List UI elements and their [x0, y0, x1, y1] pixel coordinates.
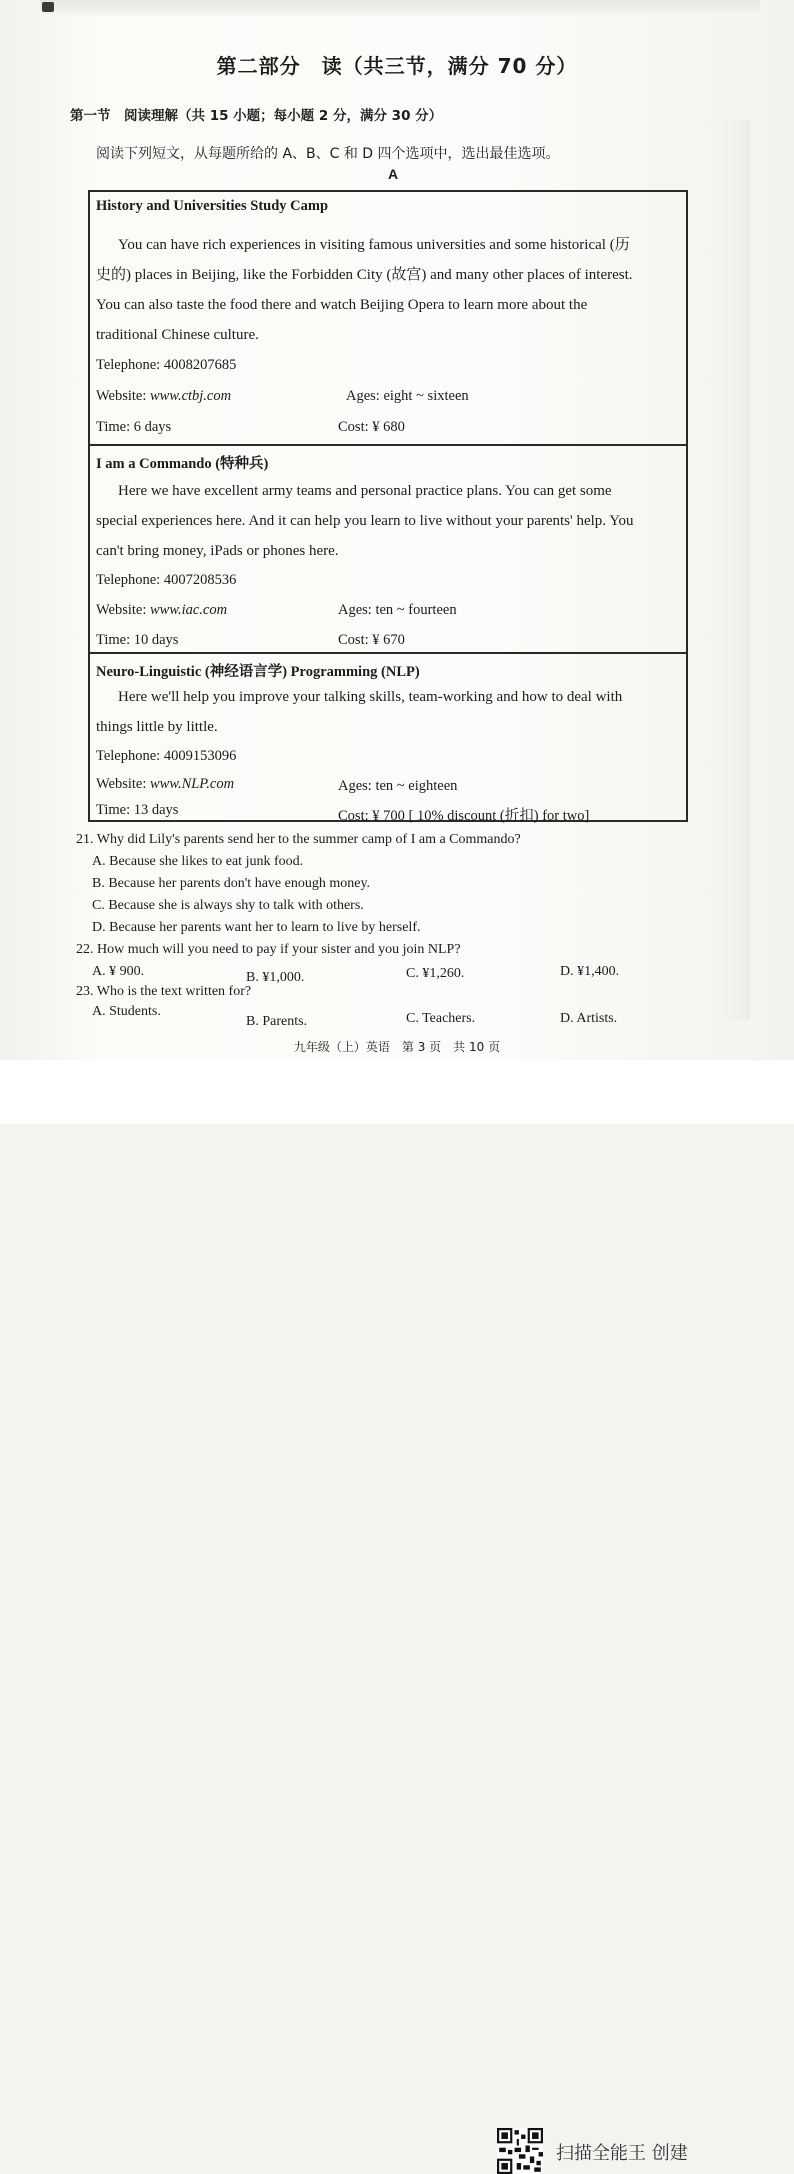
ad-nlp-camp: [90, 652, 686, 824]
option-b: B. Parents.: [246, 1014, 308, 1029]
website-field: Website: www.ctbj.com: [96, 388, 232, 404]
ages-field: Ages: ten ~ fourteen: [338, 602, 457, 618]
ad-line: special experiences here. And it can help you learn to live without your parents' help. You: [96, 513, 634, 529]
ad-line: You can also taste the food there and watch Beijing Opera to learn more about the: [96, 297, 588, 313]
ad-title: I am a Commando (特种兵): [96, 456, 269, 472]
part-title: 第二部分 读（共三节，满分 70 分）: [216, 54, 578, 78]
ages-field: Ages: eight ~ sixteen: [346, 388, 469, 404]
option-c: C. ¥1,260.: [406, 966, 465, 981]
option-a: A. Because she likes to eat junk food.: [92, 854, 304, 869]
ad-line: 史的) places in Beijing, like the Forbidden City (故宫) and many other places of interest.: [96, 267, 633, 283]
ad-description: [96, 682, 676, 742]
website-field: Website: www.iac.com: [96, 602, 228, 618]
option-a: A. Students.: [92, 1004, 161, 1019]
time-field: Time: 6 days: [96, 419, 172, 435]
ages-field: Ages: ten ~ eighteen: [338, 778, 458, 794]
ad-title: History and Universities Study Camp: [96, 198, 329, 214]
section-title: 第一节 阅读理解（共 15 小题；每小题 2 分，满分 30 分）: [70, 108, 443, 124]
ad-description: [96, 230, 676, 350]
ad-description: [96, 476, 676, 566]
ad-line: things little by little.: [96, 719, 218, 735]
question-stem: 22. How much will you need to pay if your sister and you join NLP?: [76, 942, 461, 957]
exam-page: [0, 0, 794, 1060]
option-c: C. Teachers.: [406, 1011, 476, 1026]
ad-title: Neuro-Linguistic (神经语言学) Programming (NLP): [96, 664, 420, 680]
cost-field: Cost: ¥ 680: [338, 419, 405, 435]
top-edge-strip: [40, 0, 760, 16]
option-b: B. Because her parents don't have enough money.: [92, 876, 371, 891]
instructions: 阅读下列短文，从每题所给的 A、B、C 和 D 四个选项中，选出最佳选项。: [96, 146, 560, 162]
question-stem: 21. Why did Lily's parents send her to the summer camp of I am a Commando?: [76, 832, 521, 847]
page-footer: 九年级（上）英语 第 3 页 共 10 页: [293, 1040, 501, 1054]
time-field: Time: 10 days: [96, 632, 179, 648]
website-field: Website: www.NLP.com: [96, 776, 235, 792]
option-c: C. Because she is always shy to talk with others.: [92, 898, 364, 913]
ad-line: You can have rich experiences in visiting famous universities and some historical (历: [118, 237, 630, 253]
option-d: D. Because her parents want her to learn to live by herself.: [92, 920, 421, 935]
scanner-watermark-bar: [0, 1060, 794, 2164]
time-field: Time: 13 days: [96, 802, 179, 818]
advertisement-table: [88, 190, 688, 822]
scanner-label: 扫描全能王 创建: [556, 2143, 688, 2164]
telephone-field: Telephone: 4007208536: [96, 572, 237, 588]
bleed-through-shadow: [720, 120, 750, 1020]
ad-line: Here we'll help you improve your talking skills, team-working and how to deal with: [118, 689, 623, 705]
telephone-field: Telephone: 4008207685: [96, 357, 237, 373]
option-d: D. ¥1,400.: [560, 964, 620, 979]
qr-code-icon: [497, 2128, 543, 2174]
option-b: B. ¥1,000.: [246, 970, 305, 985]
binding-mark: [42, 2, 54, 12]
passage-label: A: [388, 166, 399, 182]
cost-field: Cost: ¥ 670: [338, 632, 405, 648]
ad-commando-camp: [90, 444, 686, 652]
ad-history-camp: [90, 192, 686, 444]
ad-line: can't bring money, iPads or phones here.: [96, 543, 339, 559]
ad-line: traditional Chinese culture.: [96, 327, 259, 343]
option-a: A. ¥ 900.: [92, 964, 145, 979]
option-d: D. Artists.: [560, 1011, 618, 1026]
question-stem: 23. Who is the text written for?: [76, 984, 252, 999]
ad-line: Here we have excellent army teams and personal practice plans. You can get some: [118, 483, 612, 499]
telephone-field: Telephone: 4009153096: [96, 748, 237, 764]
cost-field: Cost: ¥ 700 [ 10% discount (折扣) for two]: [338, 808, 590, 824]
